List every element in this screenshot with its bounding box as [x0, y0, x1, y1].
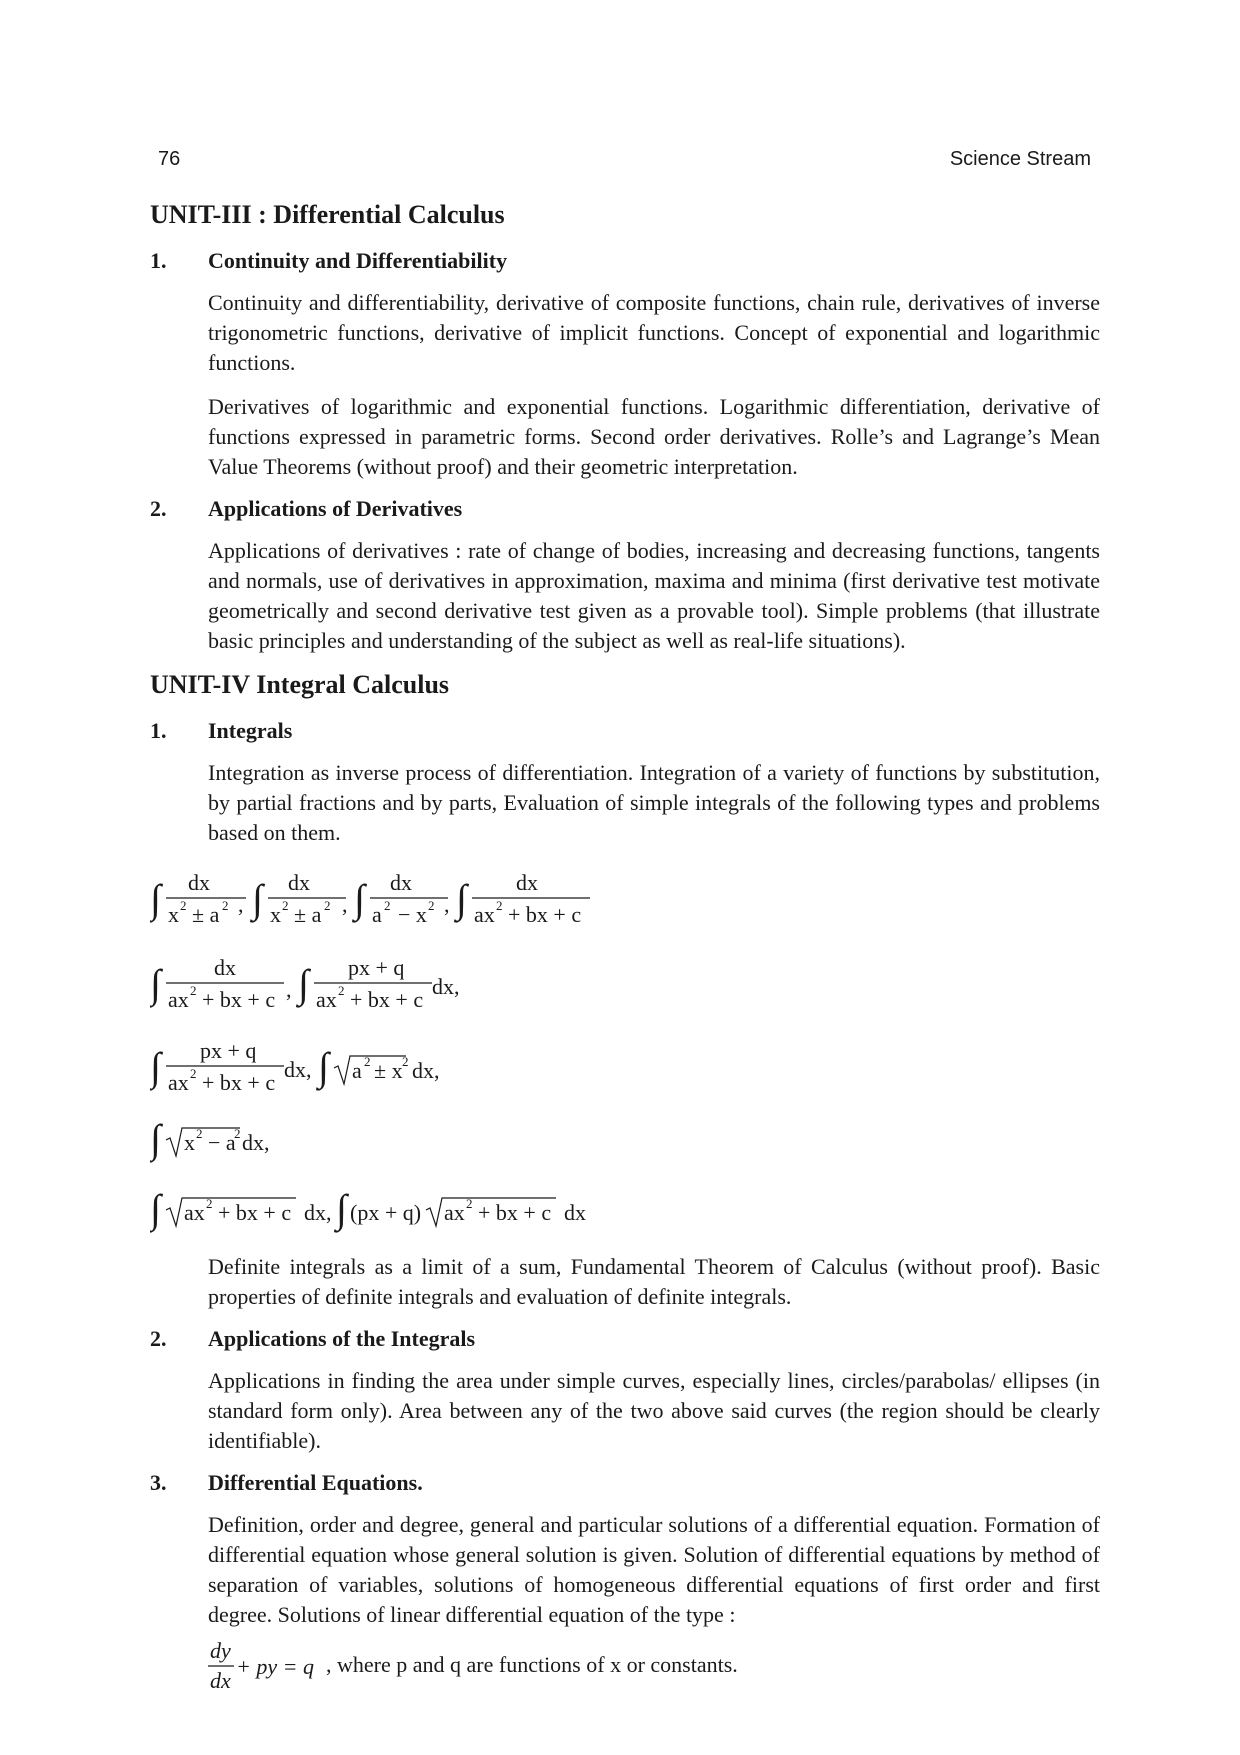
svg-text:2: 2 — [234, 1126, 241, 1141]
svg-text:,: , — [238, 892, 244, 917]
svg-text:− a: − a — [208, 1130, 236, 1155]
section-number: 3. — [150, 1470, 167, 1495]
unit-3-title: UNIT-III : Differential Calculus — [150, 200, 505, 229]
paragraph: Definition, order and degree, general and particular solutions of a differential equation. Formation of differential equation whose general solution is given. Solution of differential equations by method of separation of variables, solutions of homogeneous differential equations of first order and first degree. Solutions of linear differential equation of the type : — [208, 1512, 1100, 1627]
section-title: Continuity and Differentiability — [208, 248, 508, 273]
svg-text:± x: ± x — [374, 1058, 403, 1083]
svg-text:px + q: px + q — [200, 1038, 257, 1063]
section-number: 1. — [150, 718, 167, 743]
svg-text:2: 2 — [190, 1066, 197, 1081]
running-header: Science Stream — [949, 148, 1091, 170]
svg-text:2: 2 — [496, 898, 503, 913]
svg-text:+ bx + c: + bx + c — [508, 902, 582, 927]
svg-text:dx,: dx, — [412, 1058, 440, 1083]
svg-text:px + q: px + q — [348, 955, 405, 980]
svg-text:,: , — [286, 977, 292, 1002]
svg-text:∫: ∫ — [150, 1186, 161, 1231]
svg-text:∫: ∫ — [252, 876, 263, 921]
svg-text:dx,: dx, — [304, 1200, 332, 1225]
svg-text:a: a — [372, 902, 382, 927]
svg-text:∫: ∫ — [150, 961, 161, 1006]
svg-text:dx: dx — [188, 870, 210, 895]
svg-text:2: 2 — [196, 1126, 203, 1141]
paragraph: Applications in finding the area under simple curves, especially lines, circles/parabolas/ ellipses (in standard form only). Area between any of the two above said curves (the region should be clearly identifiable). — [208, 1368, 1100, 1453]
svg-text:,: , — [444, 892, 450, 917]
svg-text:(px + q): (px + q) — [350, 1200, 422, 1225]
section-number: 2. — [150, 1326, 167, 1351]
section-number: 2. — [150, 496, 167, 521]
svg-text:dy: dy — [210, 1638, 231, 1663]
svg-text:2: 2 — [466, 1196, 473, 1211]
svg-text:2: 2 — [180, 898, 187, 913]
section-heading — [150, 718, 1100, 744]
svg-text:2: 2 — [384, 898, 391, 913]
section-title: Applications of Derivatives — [208, 496, 463, 521]
svg-text:ax: ax — [168, 1070, 189, 1095]
section-title: Differential Equations. — [208, 1470, 423, 1495]
svg-text:∫: ∫ — [336, 1186, 347, 1231]
svg-text:ax: ax — [184, 1200, 205, 1225]
svg-text:2: 2 — [428, 898, 435, 913]
svg-text:∫: ∫ — [456, 876, 467, 921]
svg-text:ax: ax — [444, 1200, 465, 1225]
section-heading — [150, 248, 1100, 274]
svg-text:− x: − x — [398, 902, 427, 927]
svg-text:ax: ax — [474, 902, 495, 927]
svg-text:dx: dx — [214, 955, 236, 980]
paragraph: Applications of derivatives : rate of change of bodies, increasing and decreasing functions, tangents and normals, use of derivatives in approximation, maxima and minima (first derivative test motivate geometrically and second derivative test given as a provable tool). Simple problems (that illustrate basic principles and understanding of the subject as well as real-life situations). — [208, 538, 1100, 653]
section-heading — [150, 1326, 1100, 1352]
svg-text:2: 2 — [324, 898, 331, 913]
svg-text:dx: dx — [516, 870, 538, 895]
svg-text:x: x — [168, 902, 179, 927]
svg-text:∫: ∫ — [150, 876, 161, 921]
svg-text:2: 2 — [206, 1196, 213, 1211]
page-number: 76 — [158, 148, 181, 170]
svg-text:dx: dx — [210, 1668, 231, 1693]
integral-formulas — [150, 862, 1100, 1234]
page-content — [150, 200, 1100, 1696]
svg-text:2: 2 — [282, 898, 289, 913]
svg-text:+ bx + c: + bx + c — [350, 987, 424, 1012]
svg-text:∫: ∫ — [318, 1044, 329, 1089]
svg-text:ax: ax — [316, 987, 337, 1012]
svg-text:∫: ∫ — [354, 876, 365, 921]
svg-text:a: a — [352, 1058, 362, 1083]
svg-text:dx: dx — [390, 870, 412, 895]
svg-text:x: x — [270, 902, 281, 927]
differential-equation — [208, 1636, 1100, 1696]
svg-text:dx,: dx, — [284, 1057, 312, 1082]
paragraph: Definite integrals as a limit of a sum, Fundamental Theorem of Calculus (without proof). Basic properties of definite integrals and evaluation of definite integrals. — [208, 1254, 1100, 1309]
svg-text:dx: dx — [564, 1200, 586, 1225]
svg-text:+ bx + c: + bx + c — [218, 1200, 292, 1225]
section-heading — [150, 1470, 1100, 1496]
section-number: 1. — [150, 248, 167, 273]
svg-text:2: 2 — [338, 983, 345, 998]
svg-text:2: 2 — [364, 1054, 371, 1069]
svg-text:+ py = q: + py = q — [236, 1654, 314, 1679]
svg-text:± a: ± a — [294, 902, 322, 927]
svg-text:∫: ∫ — [298, 961, 309, 1006]
section-heading — [150, 496, 1100, 522]
paragraph: Derivatives of logarithmic and exponential functions. Logarithmic differentiation, derivative of functions expressed in parametric forms. Second order derivatives. Rolle’s and Lagrange’s Mean Value Theorems (without proof) and their geometric interpretation. — [208, 394, 1100, 479]
integral-formulas-figure — [150, 862, 810, 1234]
svg-text:± a: ± a — [192, 902, 220, 927]
svg-text:dx,: dx, — [242, 1130, 270, 1155]
svg-text:+ bx + c: + bx + c — [478, 1200, 552, 1225]
section-title: Integrals — [208, 718, 293, 743]
svg-text:+ bx + c: + bx + c — [202, 1070, 276, 1095]
svg-text:2: 2 — [222, 898, 229, 913]
svg-text:ax: ax — [168, 987, 189, 1012]
svg-text:2: 2 — [190, 983, 197, 998]
unit-4-title: UNIT-IV Integral Calculus — [150, 670, 450, 699]
svg-text:dx,: dx, — [432, 974, 460, 999]
paragraph: Integration as inverse process of differentiation. Integration of a variety of functions by substitution, by partial fractions and by parts, Evaluation of simple integrals of the following types and problems based on them. — [208, 760, 1100, 845]
svg-text:2: 2 — [402, 1054, 409, 1069]
paragraph: Continuity and differentiability, derivative of composite functions, chain rule, derivatives of inverse trigonometric functions, derivative of implicit functions. Concept of exponential and logarithmic functions. — [208, 290, 1100, 375]
ode-description: , where p and q are functions of x or constants. — [326, 1652, 738, 1677]
svg-text:,: , — [342, 892, 348, 917]
svg-text:∫: ∫ — [150, 1044, 161, 1089]
svg-text:dx: dx — [288, 870, 310, 895]
svg-text:x: x — [184, 1130, 195, 1155]
section-title: Applications of the Integrals — [208, 1326, 476, 1351]
svg-text:+ bx + c: + bx + c — [202, 987, 276, 1012]
svg-text:∫: ∫ — [150, 1116, 161, 1161]
